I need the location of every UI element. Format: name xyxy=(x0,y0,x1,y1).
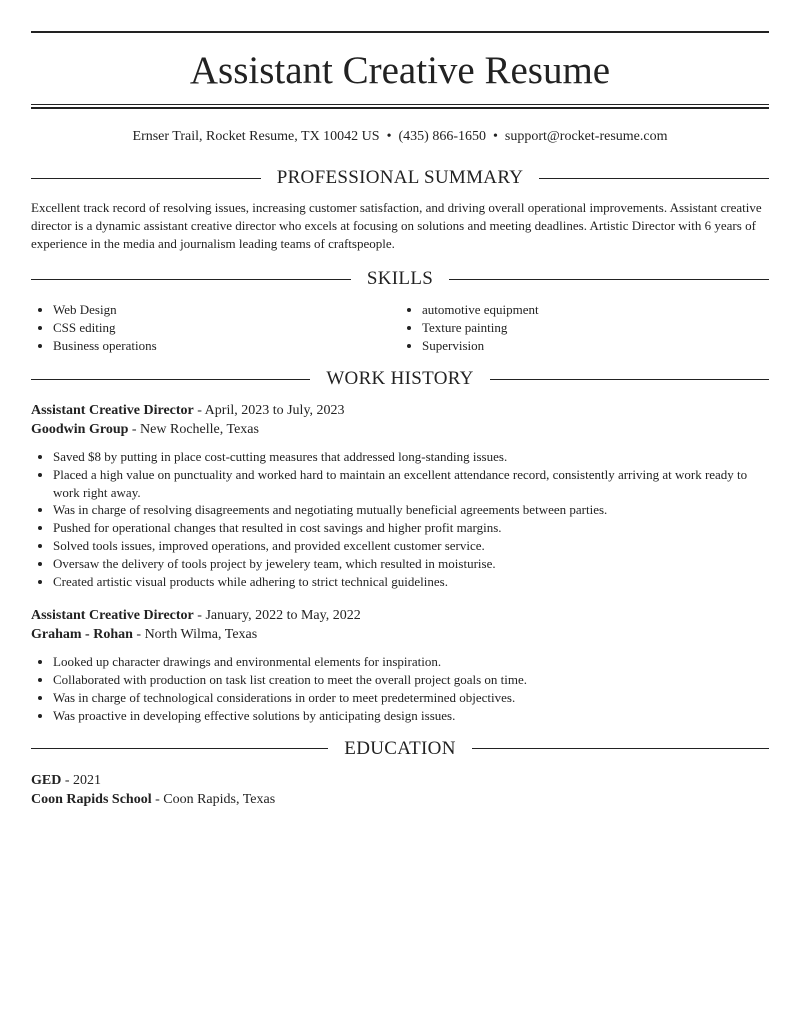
contact-line xyxy=(31,128,769,146)
job-company: Goodwin Group xyxy=(31,422,129,437)
summary-section-heading xyxy=(31,166,769,190)
job-dates: - April, 2023 to July, 2023 xyxy=(193,403,345,418)
job-bullet: • Was proactive in developing effective solutions by anticipating design issues. xyxy=(53,707,769,725)
job-bullet: • Solved tools issues, improved operations, and provided excellent customer service. xyxy=(53,537,769,555)
job-bullet: • Collaborated with production on task list creation to meet the overall project goals on time. xyxy=(53,671,769,689)
skill-item: • Texture painting xyxy=(422,319,769,337)
skill-item: • Web Design xyxy=(53,301,400,319)
job-company: Graham - Rohan xyxy=(31,627,133,643)
job-bullet: • Placed a high value on punctuality and worked hard to maintain an excellent attendance record, consistently arriving at work ready to work right away. xyxy=(53,466,769,502)
skills-list xyxy=(31,301,769,355)
education-degree: GED xyxy=(31,772,62,788)
contact-separator: • xyxy=(493,129,498,144)
job-location: - New Rochelle, Texas xyxy=(128,422,259,437)
job-entry xyxy=(31,401,769,590)
summary-heading: PROFESSIONAL SUMMARY xyxy=(276,167,524,188)
job-bullets xyxy=(31,653,769,724)
job-title-line xyxy=(31,401,769,420)
education-entry xyxy=(31,771,769,809)
skill-item: • CSS editing xyxy=(53,319,400,337)
job-entry xyxy=(31,606,769,724)
heading-rule xyxy=(472,748,769,749)
education-heading: EDUCATION xyxy=(344,737,456,759)
page-title: Assistant Creative Resume xyxy=(189,49,611,92)
skill-item: • Supervision xyxy=(422,337,769,355)
skills-section-heading xyxy=(31,267,769,291)
job-bullet: • Saved $8 by putting in place cost-cutting measures that addressed long-standing issues. xyxy=(53,448,769,466)
education-degree-line xyxy=(31,771,769,790)
job-bullet: • Created artistic visual products while adhering to strict technical guidelines. xyxy=(53,573,769,591)
job-bullet: • Looked up character drawings and environmental elements for inspiration. xyxy=(53,653,769,671)
summary-text: Excellent track record of resolving issues, increasing customer satisfaction, and driving overall operational improvements. Assistant creative director is a dynamic assistant creative director who excels at focusing on solutions and meeting deadlines. Artistic Director with 6 years of experience in the media and journalism leading teams of craftspeople. xyxy=(31,200,762,251)
heading-rule xyxy=(539,178,769,179)
job-location: - North Wilma, Texas xyxy=(132,627,258,643)
job-dates: - January, 2022 to May, 2022 xyxy=(193,608,361,624)
job-bullet: • Oversaw the delivery of tools project by jewelery team, which resulted in moisturise. xyxy=(53,555,769,573)
heading-rule xyxy=(31,748,328,749)
job-bullets xyxy=(31,448,769,590)
contact-phone: (435) 866-1650 xyxy=(398,129,486,144)
heading-rule xyxy=(31,178,261,179)
skills-column-left xyxy=(31,301,400,355)
job-title-line xyxy=(31,606,769,625)
title-divider xyxy=(31,104,769,109)
work-section-heading xyxy=(31,367,769,391)
contact-address: Ernser Trail, Rocket Resume, TX 10042 US xyxy=(132,129,380,144)
skill-item: • Business operations xyxy=(53,337,400,355)
skill-item: • automotive equipment xyxy=(422,301,769,319)
education-section-heading xyxy=(31,737,769,761)
work-heading: WORK HISTORY xyxy=(326,368,474,389)
contact-email: support@rocket-resume.com xyxy=(504,129,668,144)
job-title: Assistant Creative Director xyxy=(31,403,194,418)
resume-page xyxy=(31,31,769,809)
job-company-line xyxy=(31,625,769,644)
job-company-line xyxy=(31,420,769,439)
job-title: Assistant Creative Director xyxy=(31,608,194,624)
education-location: - Coon Rapids, Texas xyxy=(151,791,276,807)
heading-rule xyxy=(490,379,769,380)
job-bullet: • Was in charge of technological considerations in order to meet predetermined objectives. xyxy=(53,689,769,707)
job-bullet: • Pushed for operational changes that resulted in cost savings and higher profit margins. xyxy=(53,519,769,537)
heading-rule xyxy=(31,379,310,380)
education-school: Coon Rapids School xyxy=(31,791,152,807)
heading-rule xyxy=(449,279,769,280)
education-school-line xyxy=(31,790,769,809)
contact-separator: • xyxy=(386,129,392,144)
skills-column-right xyxy=(400,301,769,355)
education-year: - 2021 xyxy=(61,772,102,788)
skills-heading: SKILLS xyxy=(366,268,434,289)
job-bullet: • Was in charge of resolving disagreements and negotiating mutually beneficial agreements between parties. xyxy=(53,501,769,519)
heading-rule xyxy=(31,279,351,280)
